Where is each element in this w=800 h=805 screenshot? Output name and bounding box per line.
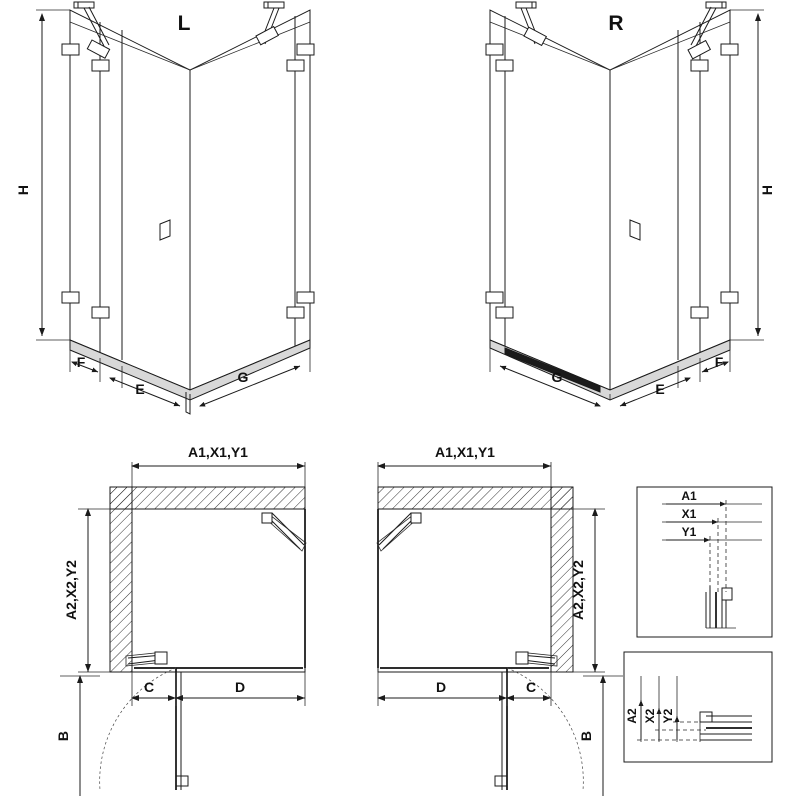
- label-side-plan-left: A2,X2,Y2: [63, 560, 79, 620]
- label-F-right: F: [714, 354, 724, 370]
- detail-top: [637, 487, 772, 637]
- detail-bottom: [624, 652, 772, 762]
- label-detail-A1: A1: [681, 489, 697, 503]
- label-top-plan-right: A1,X1,Y1: [435, 444, 495, 460]
- label-B-left: B: [55, 730, 71, 742]
- label-height-right: H: [759, 184, 775, 196]
- dimension-A2X2Y2-right: [570, 509, 605, 672]
- door-swing-top-left-plan: [262, 513, 306, 551]
- label-G-right: G: [551, 369, 563, 385]
- label-handing-left: L: [177, 12, 191, 35]
- label-E-left: E: [135, 381, 145, 397]
- label-detail-A2: A2: [625, 708, 639, 724]
- label-top-plan-left: A1,X1,Y1: [188, 444, 248, 460]
- label-C-right: C: [525, 679, 537, 695]
- dimension-A1X1Y1-left: [132, 444, 305, 492]
- plan-view-left: [55, 444, 306, 796]
- label-height-left: H: [15, 184, 31, 196]
- dimension-B-right: [578, 676, 623, 796]
- dimension-B-left: [55, 676, 100, 796]
- iso-view-right: [486, 2, 775, 406]
- dimension-H-right: [758, 14, 775, 336]
- label-B-right: B: [578, 730, 594, 742]
- label-D-left: D: [234, 679, 246, 695]
- iso-view-left: [15, 2, 314, 414]
- dimension-A2X2Y2-left: [63, 509, 110, 672]
- dimension-H-left: [15, 14, 42, 336]
- label-E-right: E: [655, 381, 665, 397]
- label-F-left: F: [76, 354, 86, 370]
- label-handing-right: R: [608, 12, 624, 35]
- label-detail-Y2: Y2: [661, 708, 675, 724]
- label-side-plan-right: A2,X2,Y2: [570, 560, 586, 620]
- door-handle-right: [630, 220, 640, 240]
- plan-view-right: [377, 444, 623, 796]
- door-handle-left: [160, 220, 170, 240]
- label-detail-X1: X1: [681, 507, 697, 521]
- door-swing-top-right-plan: [377, 513, 421, 551]
- label-detail-X2: X2: [643, 708, 657, 724]
- label-D-right: D: [435, 679, 447, 695]
- label-detail-Y1: Y1: [681, 525, 697, 539]
- dimension-A1X1Y1-right: [378, 444, 551, 492]
- label-G-left: G: [237, 369, 249, 385]
- label-C-left: C: [143, 679, 155, 695]
